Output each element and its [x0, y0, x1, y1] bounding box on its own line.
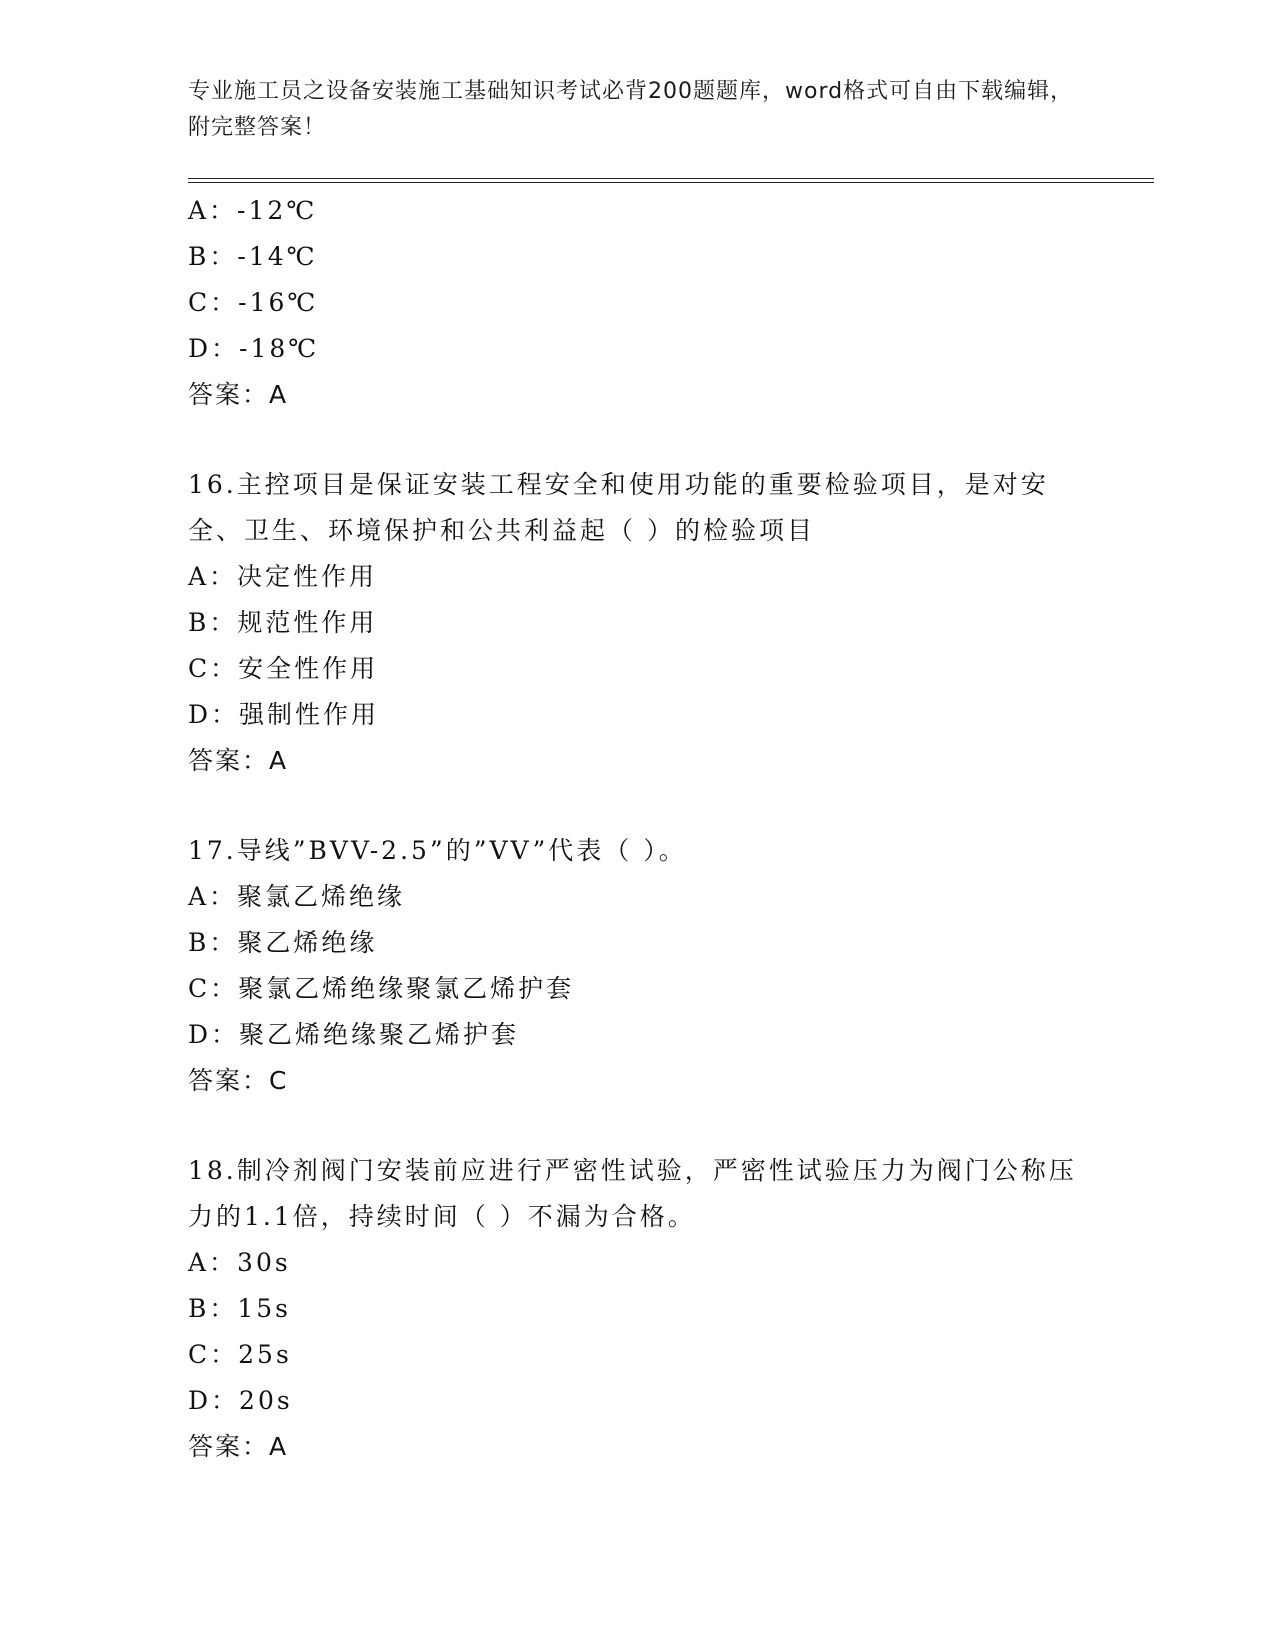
option-c: C：25s [188, 1340, 292, 1369]
option-d: D：强制性作用 [188, 700, 380, 729]
option-b: B：规范性作用 [188, 608, 378, 637]
question-15 [188, 188, 1088, 418]
option-c: C：-16℃ [188, 288, 319, 317]
answer-line: 答案：A [188, 746, 289, 775]
option-d: D：-18℃ [188, 334, 320, 363]
question-text: 16.主控项目是保证安装工程安全和使用功能的重要检验项目，是对安全、卫生、环境保护和公共利益起（ ）的检验项目 [188, 470, 1049, 545]
spacer [188, 1104, 1088, 1148]
question-18 [188, 1148, 1088, 1470]
option-a: A：30s [188, 1248, 291, 1277]
answer-line: 答案：A [188, 380, 289, 409]
document-header: 专业施工员之设备安装施工基础知识考试必背200题题库，word格式可自由下载编辑，附完整答案！ [188, 79, 1074, 140]
option-a: A：-12℃ [188, 196, 318, 225]
option-c: C：聚氯乙烯绝缘聚氯乙烯护套 [188, 974, 575, 1003]
option-c: C：安全性作用 [188, 654, 379, 683]
question-17 [188, 828, 1088, 1104]
answer-line: 答案：A [188, 1432, 289, 1461]
option-d: D：聚乙烯绝缘聚乙烯护套 [188, 1020, 520, 1049]
header-divider [188, 178, 1154, 183]
answer-line: 答案：C [188, 1066, 289, 1095]
option-a: A：聚氯乙烯绝缘 [188, 882, 406, 911]
spacer [188, 784, 1088, 828]
spacer [188, 418, 1088, 462]
option-a: A：决定性作用 [188, 562, 378, 591]
option-b: B：15s [188, 1294, 292, 1323]
option-b: B：聚乙烯绝缘 [188, 928, 378, 957]
option-d: D：20s [188, 1386, 293, 1415]
question-list [188, 188, 1088, 1470]
question-text: 18.制冷剂阀门安装前应进行严密性试验，严密性试验压力为阀门公称压力的1.1倍，持续时间（ ）不漏为合格。 [188, 1156, 1077, 1231]
question-16 [188, 462, 1088, 784]
option-b: B：-14℃ [188, 242, 318, 271]
question-text: 17.导线”BVV-2.5”的”VV”代表（ ）。 [188, 836, 687, 865]
